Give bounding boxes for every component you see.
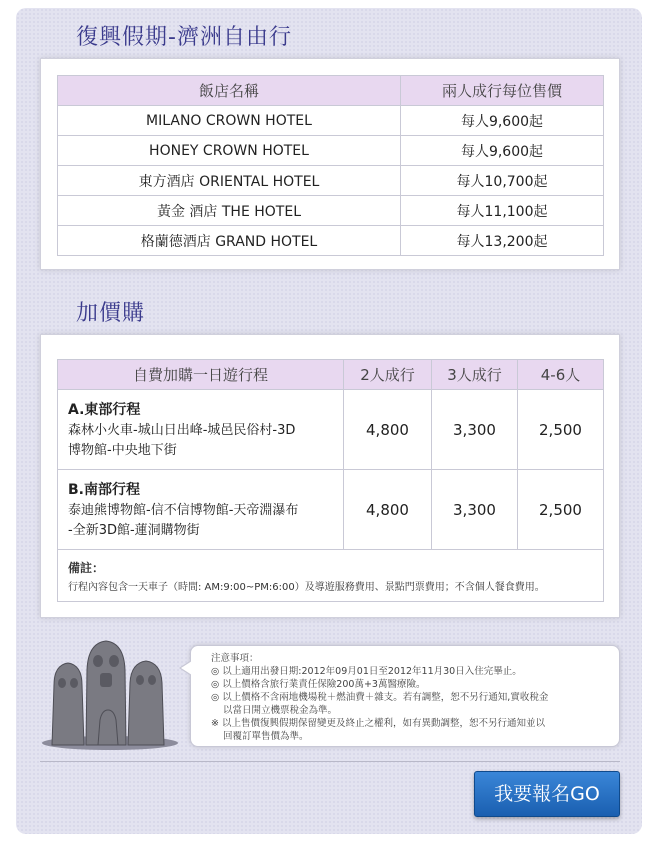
tour-route-cell bbox=[58, 390, 344, 470]
stone-statue-illustration bbox=[40, 625, 180, 750]
notice-line: 回覆訂單售價為準。 bbox=[223, 731, 309, 742]
hotel-price: 每人9,600起 bbox=[401, 106, 604, 136]
tour-route-title: A.東部行程 bbox=[68, 401, 141, 418]
tour-header: 自費加購一日遊行程 bbox=[58, 360, 344, 390]
price-4-6p: 2,500 bbox=[518, 390, 604, 470]
tour-route-desc: 森林小火車-城山日出峰-城邑民俗村-3D bbox=[68, 422, 296, 438]
hotel-name: MILANO CROWN HOTEL bbox=[58, 106, 401, 136]
hotel-name: 東方酒店 ORIENTAL HOTEL bbox=[58, 166, 401, 196]
notice-line: ◎ 以上價格不含兩地機場稅＋燃油費＋雜支。若有調整，恕不另行通知,實收稅金 bbox=[211, 692, 549, 703]
remark-cell bbox=[58, 550, 604, 602]
three-person-header: 3人成行 bbox=[432, 360, 518, 390]
hotel-section-title: 復興假期-濟洲自由行 bbox=[76, 25, 292, 50]
price-4-6p: 2,500 bbox=[518, 470, 604, 550]
hotel-price: 每人13,200起 bbox=[401, 226, 604, 256]
price-3p: 3,300 bbox=[432, 390, 518, 470]
price-3p: 3,300 bbox=[432, 470, 518, 550]
hotel-price-panel bbox=[40, 58, 620, 270]
notice-line: ◎ 以上價格含旅行業責任保險200萬+3萬醫療險。 bbox=[211, 679, 426, 690]
hotel-name-header: 飯店名稱 bbox=[58, 76, 401, 106]
hotel-price: 每人11,100起 bbox=[401, 196, 604, 226]
hotel-name: HONEY CROWN HOTEL bbox=[58, 136, 401, 166]
four-six-person-header: 4-6人 bbox=[518, 360, 604, 390]
hotel-price: 每人10,700起 bbox=[401, 166, 604, 196]
price-2p: 4,800 bbox=[344, 470, 432, 550]
hotel-name: 黃金 酒店 THE HOTEL bbox=[58, 196, 401, 226]
table-row bbox=[58, 550, 604, 602]
two-person-header: 2人成行 bbox=[344, 360, 432, 390]
hotel-price: 每人9,600起 bbox=[401, 136, 604, 166]
tour-route-desc: 泰迪熊博物館-信不信博物館-天帝淵瀑布 bbox=[68, 502, 299, 518]
remark-title: 備註： bbox=[68, 560, 105, 575]
table-row bbox=[58, 196, 604, 226]
tour-route-desc: -全新3D館-蓮洞購物街 bbox=[68, 522, 200, 538]
table-row bbox=[58, 136, 604, 166]
notice-line: ◎ 以上適用出發日期:2012年09月01日至2012年11月30日入住完畢止。 bbox=[211, 666, 522, 677]
notice-line: 以當日開立機票稅金為準。 bbox=[223, 705, 338, 716]
table-row bbox=[58, 106, 604, 136]
addon-section-title: 加價購 bbox=[76, 301, 146, 326]
table-row bbox=[58, 390, 604, 470]
price-2p: 4,800 bbox=[344, 390, 432, 470]
tour-route-desc: 博物館-中央地下街 bbox=[68, 442, 177, 458]
hotel-price-table bbox=[57, 75, 604, 256]
tour-route-title: B.南部行程 bbox=[68, 481, 140, 498]
addon-tour-table bbox=[57, 359, 604, 602]
notice-bubble bbox=[190, 645, 620, 747]
table-row bbox=[58, 166, 604, 196]
tour-route-cell bbox=[58, 470, 344, 550]
price-header: 兩人成行每位售價 bbox=[401, 76, 604, 106]
hotel-name: 格蘭德酒店 GRAND HOTEL bbox=[58, 226, 401, 256]
notice-line: ※ 以上售價復興假期保留變更及終止之權利，如有異動調整，恕不另行通知並以 bbox=[211, 718, 545, 729]
addon-panel bbox=[40, 334, 620, 618]
divider bbox=[40, 761, 620, 762]
table-row bbox=[58, 226, 604, 256]
notice-heading: 注意事項： bbox=[211, 653, 259, 664]
register-go-button[interactable]: 我要報名GO bbox=[474, 771, 620, 817]
table-row bbox=[58, 470, 604, 550]
remark-text: 行程內容包含一天車子（時間: AM:9:00~PM:6:00）及導遊服務費用、景點門票費用；不含個人餐食費用。 bbox=[68, 581, 545, 593]
